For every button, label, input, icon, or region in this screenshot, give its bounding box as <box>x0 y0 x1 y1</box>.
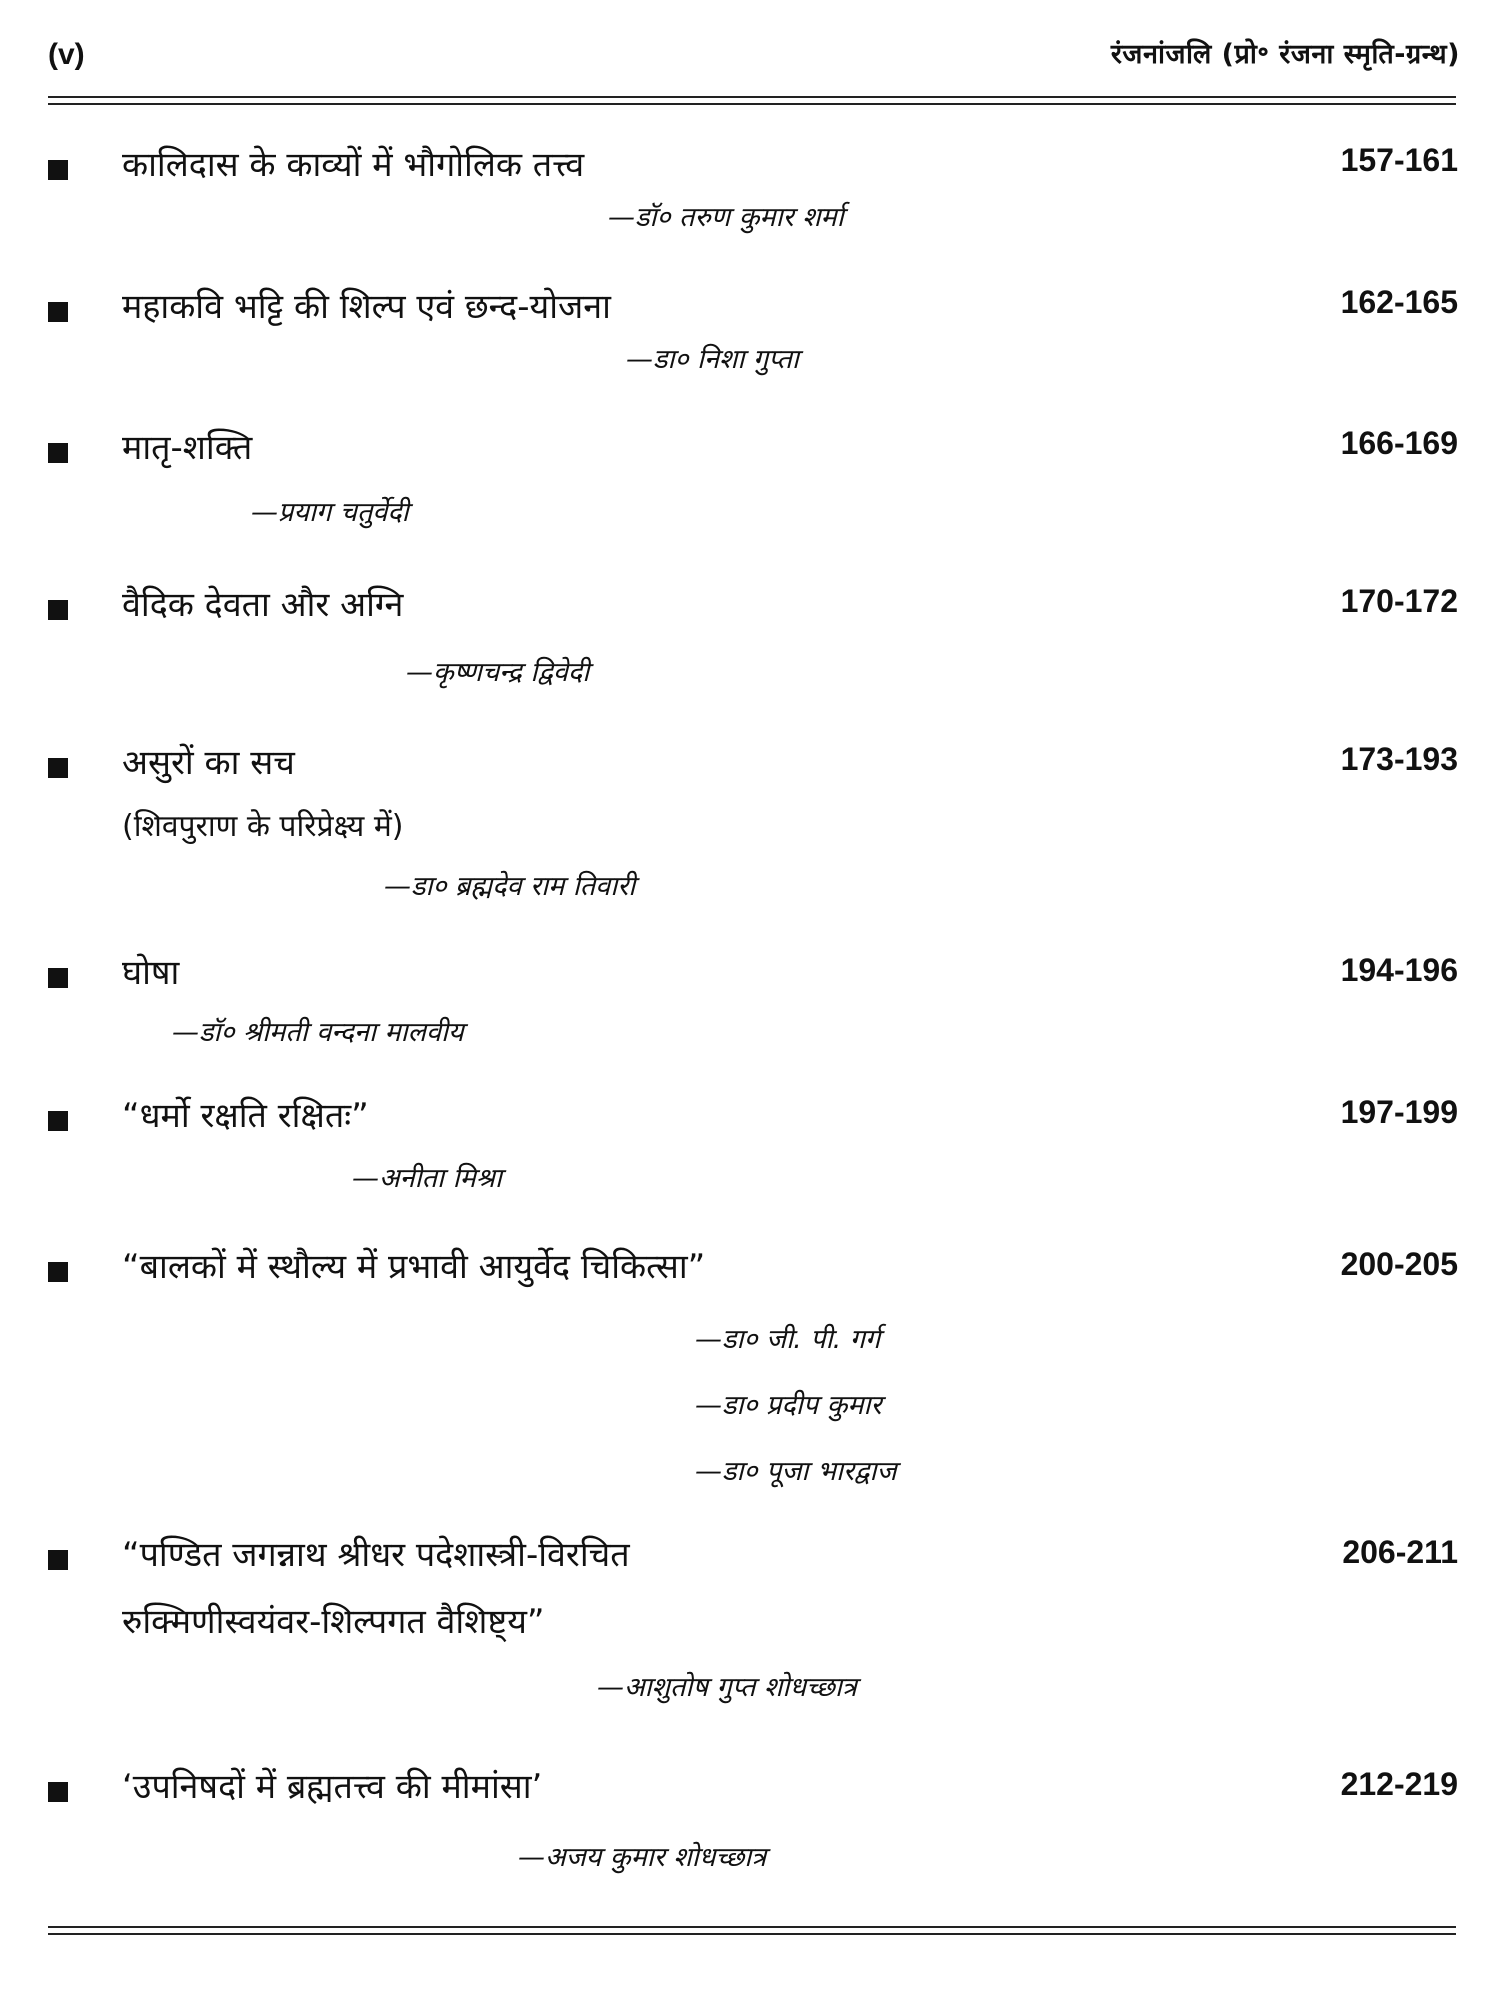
entry-title: “बालकों में स्थौल्य में प्रभावी आयुर्वेद चिकित्सा” <box>122 1247 706 1287</box>
footer-rule <box>48 1926 1456 1935</box>
bullet-icon <box>48 1262 68 1282</box>
bullet-icon <box>48 1111 68 1131</box>
entry-pages: 194-196 <box>1340 952 1458 988</box>
entry-title: वैदिक देवता और अग्नि <box>122 585 404 625</box>
bullet-icon <box>48 1550 68 1570</box>
entry-pages: 162-165 <box>1340 284 1458 320</box>
entry-subtitle: (शिवपुराण के परिप्रेक्ष्य में) <box>122 809 404 844</box>
bullet-icon <box>48 600 68 620</box>
entry-author: —डॉ० तरुण कुमार शर्मा <box>608 202 844 233</box>
entry-pages: 173-193 <box>1340 741 1458 777</box>
entry-author: —डा० प्रदीप कुमार <box>695 1390 882 1421</box>
entry-pages: 206-211 <box>1342 1534 1458 1570</box>
bullet-icon <box>48 968 68 988</box>
entry-author: —डा० ब्रह्मदेव राम तिवारी <box>384 871 636 902</box>
entry-pages: 157-161 <box>1340 142 1458 178</box>
entry-author: —आशुतोष गुप्त शोधच्छात्र <box>597 1672 857 1703</box>
entry-title: “पण्डित जगन्नाथ श्रीधर पदेशास्त्री-विरचित <box>122 1535 630 1575</box>
entry-author: —अजय कुमार शोधच्छात्र <box>518 1842 767 1873</box>
running-title: रंजनांजलि (प्रो॰ रंजना स्मृति-ग्रन्थ) <box>1110 39 1460 70</box>
entry-author: —डा० जी. पी. गर्ग <box>695 1324 881 1355</box>
entry-subtitle: रुक्मिणीस्वयंवर-शिल्पगत वैशिष्ट्य” <box>122 1602 545 1642</box>
entry-author: —अनीता मिश्रा <box>352 1163 502 1194</box>
entry-pages: 197-199 <box>1340 1094 1458 1130</box>
entry-pages: 200-205 <box>1340 1246 1458 1282</box>
bullet-icon <box>48 443 68 463</box>
entry-author: —डा० पूजा भारद्वाज <box>695 1456 897 1487</box>
entry-title: ‘उपनिषदों में ब्रह्मतत्त्व की मीमांसा’ <box>122 1767 543 1807</box>
entry-title: महाकवि भट्टि की शिल्प एवं छन्द-योजना <box>122 287 611 327</box>
entry-author: —प्रयाग चतुर्वेदी <box>251 497 409 528</box>
entry-title: कालिदास के काव्यों में भौगोलिक तत्त्व <box>122 145 585 185</box>
entry-author: —डॉ० श्रीमती वन्दना मालवीय <box>172 1017 464 1048</box>
bullet-icon <box>48 758 68 778</box>
entry-pages: 212-219 <box>1340 1766 1458 1802</box>
entry-title: घोषा <box>122 953 180 993</box>
page-number: (v) <box>48 38 85 71</box>
entry-author: —कृष्णचन्द्र द्विवेदी <box>406 657 590 688</box>
entry-title: मातृ-शक्ति <box>122 428 253 468</box>
bullet-icon <box>48 1782 68 1802</box>
bullet-icon <box>48 302 68 322</box>
entry-title: असुरों का सच <box>122 743 295 783</box>
bullet-icon <box>48 160 68 180</box>
header-rule <box>48 96 1456 105</box>
entry-pages: 170-172 <box>1340 583 1458 619</box>
entry-author: —डा० निशा गुप्ता <box>626 344 799 375</box>
entry-pages: 166-169 <box>1340 425 1458 461</box>
entry-title: “धर्मो रक्षति रक्षितः” <box>122 1096 369 1136</box>
